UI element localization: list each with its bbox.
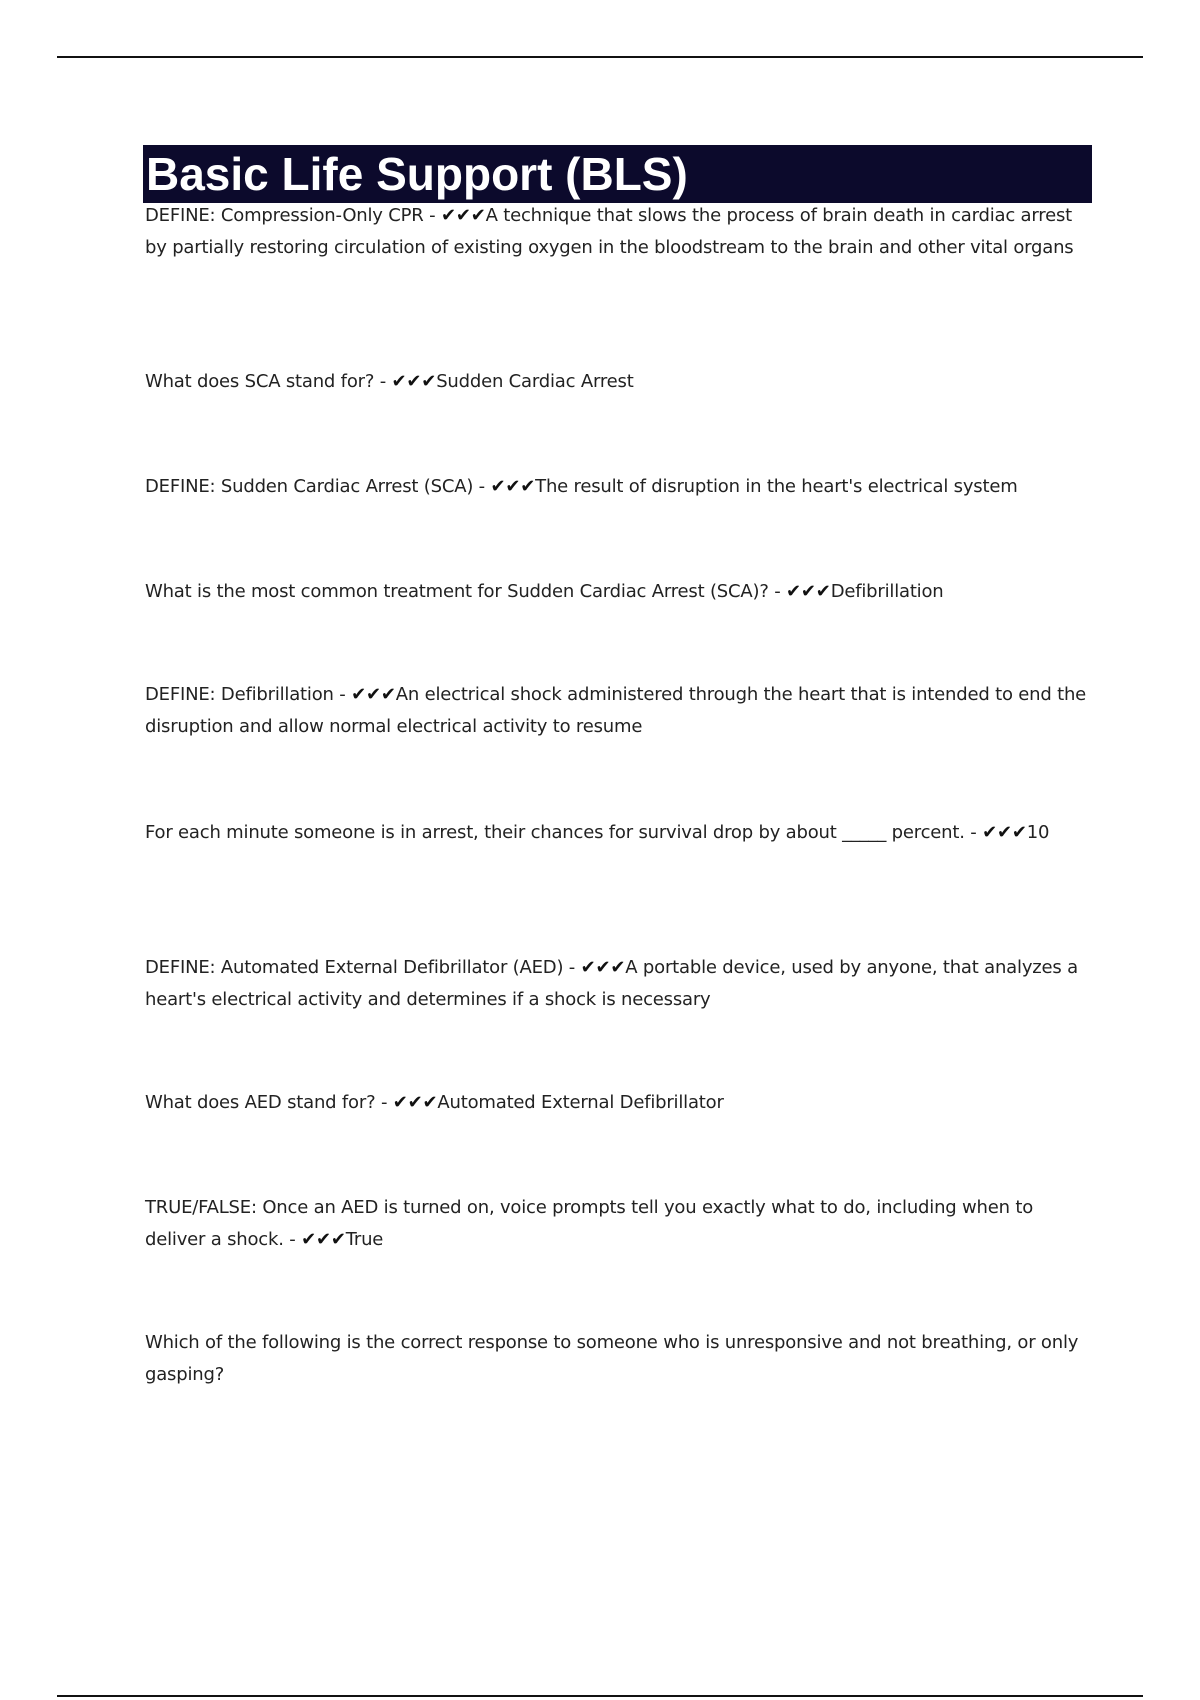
- qa-item-compression-only-cpr: [145, 200, 1090, 264]
- qa-answer: Automated External Defibrillator: [437, 1092, 724, 1113]
- qa-answer: Sudden Cardiac Arrest: [436, 371, 634, 392]
- checkmark-icon: ✔✔✔: [351, 684, 396, 705]
- qa-answer: 10: [1026, 822, 1050, 843]
- qa-item-sca-definition: [145, 471, 1090, 503]
- qa-answer: A portable device, used by anyone, that analyzes a heart's electrical activity and determines if a shock is necessary: [145, 957, 1078, 1010]
- checkmark-icon: ✔✔✔: [301, 1229, 346, 1250]
- qa-answer: An electrical shock administered through the heart that is intended to end the disruption and allow normal electrical activity to resume: [145, 684, 1087, 737]
- qa-separator: -: [473, 476, 491, 497]
- qa-item-correct-response: [145, 1327, 1090, 1391]
- checkmark-icon: ✔✔✔: [392, 1092, 438, 1113]
- qa-separator: -: [768, 581, 787, 602]
- qa-separator: -: [333, 684, 352, 705]
- qa-question: DEFINE: Defibrillation: [145, 684, 334, 705]
- qa-answer: The result of disruption in the heart's electrical system: [535, 476, 1018, 497]
- page-title: Basic Life Support (BLS): [146, 148, 688, 200]
- qa-separator: -: [374, 371, 392, 392]
- qa-item-sca-acronym: [145, 366, 1090, 398]
- header-rule: [57, 56, 1143, 58]
- qa-item-aed-acronym: [145, 1087, 1090, 1119]
- qa-item-defibrillation-definition: [145, 679, 1090, 743]
- checkmark-icon: ✔✔✔: [440, 205, 486, 226]
- checkmark-icon: ✔✔✔: [580, 957, 626, 978]
- title-banner: [143, 145, 1092, 203]
- checkmark-icon: ✔✔✔: [982, 822, 1027, 843]
- qa-question: For each minute someone is in arrest, their chances for survival drop by about _____ percent.: [145, 822, 965, 843]
- qa-answer: A technique that slows the process of brain death in cardiac arrest by partially restoring circulation of existing oxygen in the bloodstream to the brain and other vital organs: [145, 205, 1074, 258]
- qa-separator: -: [423, 205, 441, 226]
- qa-question: What does AED stand for?: [145, 1092, 376, 1113]
- checkmark-icon: ✔✔✔: [391, 371, 437, 392]
- qa-question: TRUE/FALSE: Once an AED is turned on, voice prompts tell you exactly what to do, including when to deliver a shock.: [145, 1197, 1034, 1250]
- qa-question: DEFINE: Automated External Defibrillator (AED): [145, 957, 564, 978]
- qa-item-survival-drop: [145, 817, 1090, 849]
- qa-item-aed-voice-prompts: [145, 1192, 1090, 1256]
- qa-separator: -: [375, 1092, 393, 1113]
- qa-separator: -: [283, 1229, 302, 1250]
- footer-rule: [57, 1695, 1143, 1697]
- qa-question: DEFINE: Compression-Only CPR: [145, 205, 424, 226]
- qa-answer: Defibrillation: [830, 581, 944, 602]
- qa-question: What does SCA stand for?: [145, 371, 375, 392]
- qa-question: DEFINE: Sudden Cardiac Arrest (SCA): [145, 476, 474, 497]
- qa-answer: True: [345, 1229, 384, 1250]
- qa-item-aed-definition: [145, 952, 1090, 1016]
- checkmark-icon: ✔✔✔: [786, 581, 831, 602]
- qa-question: Which of the following is the correct response to someone who is unresponsive and not breathing, or only gasping?: [145, 1332, 1079, 1385]
- qa-separator: -: [563, 957, 581, 978]
- qa-item-sca-treatment: [145, 576, 1090, 608]
- qa-question: What is the most common treatment for Sudden Cardiac Arrest (SCA)?: [145, 581, 769, 602]
- checkmark-icon: ✔✔✔: [490, 476, 536, 497]
- qa-separator: -: [964, 822, 983, 843]
